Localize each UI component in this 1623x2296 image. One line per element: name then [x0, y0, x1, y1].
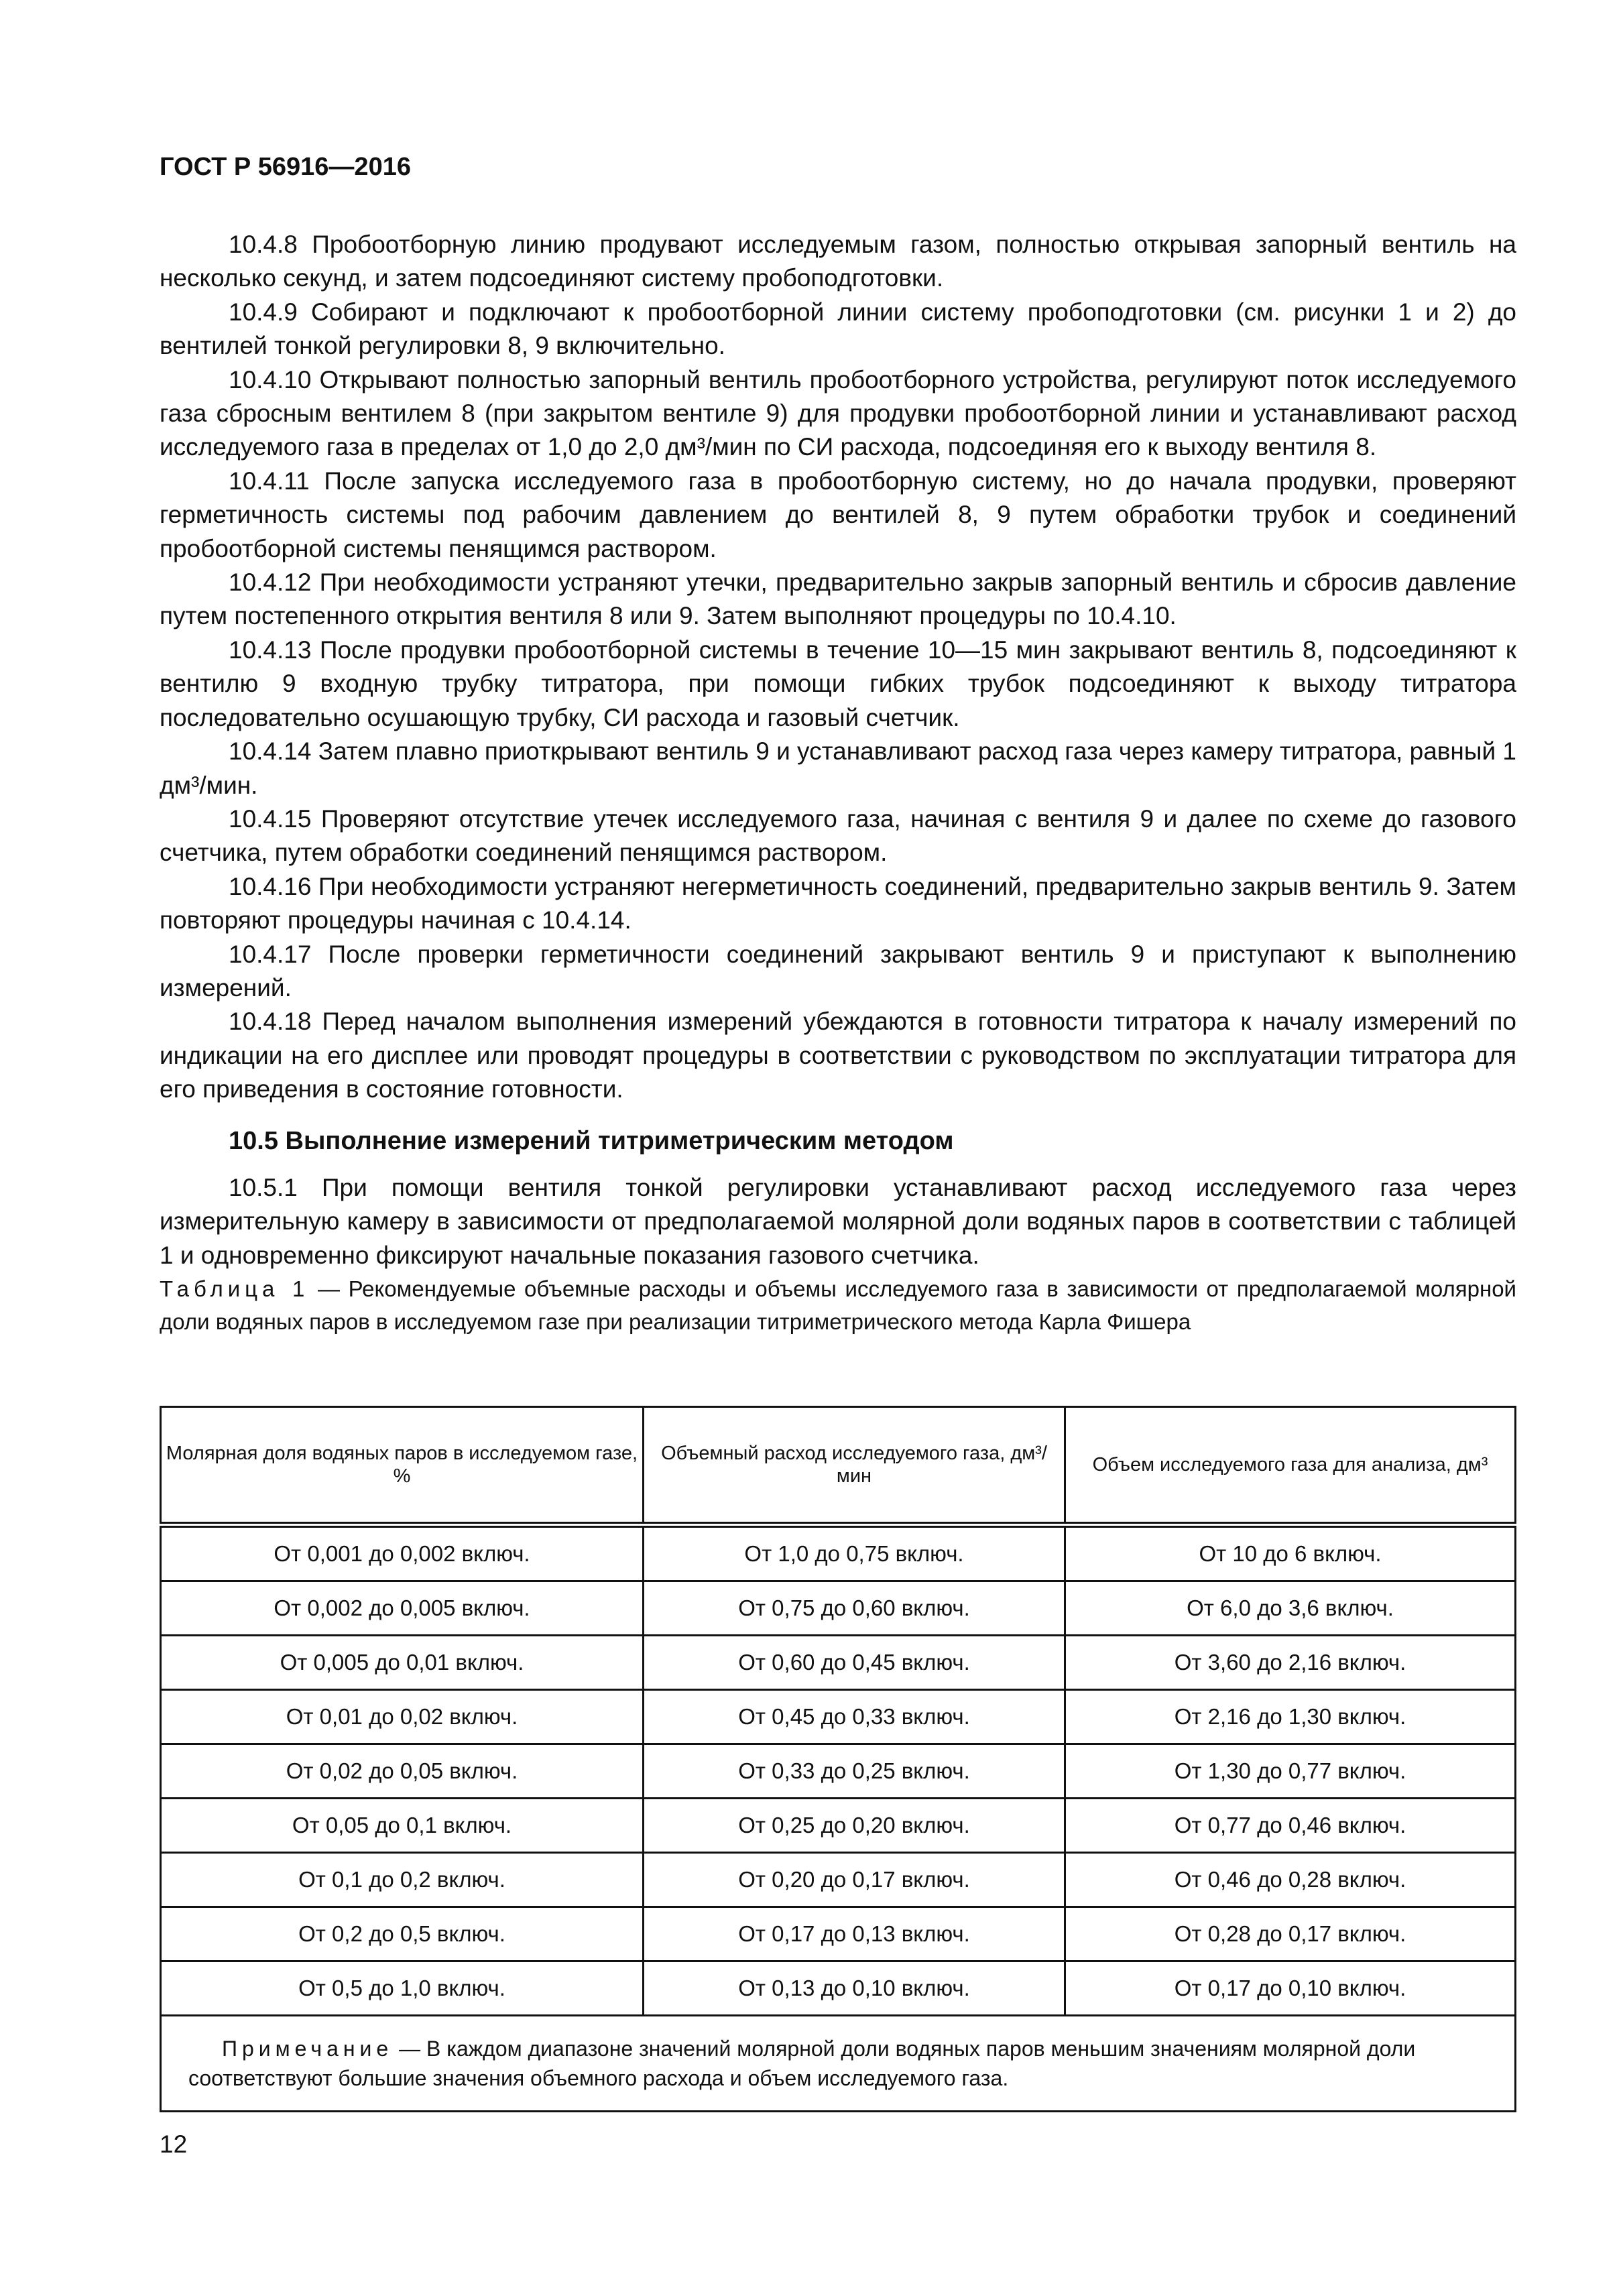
paragraphs [160, 228, 1516, 1107]
table-cell: От 0,001 до 0,002 включ. [161, 1525, 644, 1581]
table-cell: От 6,0 до 3,6 включ. [1065, 1581, 1516, 1636]
paragraph: 10.4.15 Проверяют отсутствие утечек исследуемого газа, начиная с вентиля 9 и далее по схеме до газового счетчика, путем обработки соединений пенящимся раствором. [160, 804, 1516, 867]
page-number: 12 [160, 2130, 188, 2158]
table-cell: От 0,77 до 0,46 включ. [1065, 1799, 1516, 1853]
table-cell: От 0,02 до 0,05 включ. [161, 1744, 644, 1799]
table-caption-text: — Рекомендуемые объемные расходы и объемы исследуемого газа в зависимости от предполагаемой молярной доли водяных паров в исследуемом газе при реализации титриметрического метода Карла Фишера [160, 1276, 1516, 1335]
table-cell: От 0,33 до 0,25 включ. [644, 1744, 1065, 1799]
table-note [161, 2016, 1516, 2112]
column-header: Объем исследуемого газа для анализа, дм³ [1065, 1407, 1516, 1525]
section-title: 10.5 Выполнение измерений титриметрическим методом [229, 1126, 954, 1155]
table-label: Таблица 1 [160, 1276, 310, 1302]
table-row [161, 1690, 1516, 1744]
table-cell: От 0,5 до 1,0 включ. [161, 1961, 644, 2016]
table-note-row [161, 2016, 1516, 2112]
paragraph: 10.4.8 Пробоотборную линию продувают исследуемым газом, полностью открывая запорный вентиль на несколько секунд, и затем подсоединяют систему пробоподготовки. [160, 231, 1516, 292]
table-cell: От 0,17 до 0,10 включ. [1065, 1961, 1516, 2016]
table-row [161, 1581, 1516, 1636]
paragraph: 10.4.18 Перед началом выполнения измерений убеждаются в готовности титратора к началу измерений по индикации на его дисплее или проводят процедуры в соответствии с руководством по эксплуатации титратора для его приведения в состояние готовности. [160, 1008, 1516, 1103]
table-row [161, 1636, 1516, 1690]
table-header-row [161, 1407, 1516, 1525]
table-row [161, 1799, 1516, 1853]
paragraph: 10.4.16 При необходимости устраняют негерметичность соединений, предварительно закрыв вентиль 9. Затем повторяют процедуры начиная с 10.4.14. [160, 872, 1516, 934]
table-cell: От 3,60 до 2,16 включ. [1065, 1636, 1516, 1690]
table-cell: От 0,75 до 0,60 включ. [644, 1581, 1065, 1636]
paragraph: 10.4.11 После запуска исследуемого газа в пробоотборную систему, но до начала продувки, проверяют герметичность системы под рабочим давлением до вентилей 8, 9 путем обработки трубок и соединений пробоотборной системы пенящимся раствором. [160, 467, 1516, 562]
table-row [161, 1961, 1516, 2016]
table-cell: От 0,28 до 0,17 включ. [1065, 1907, 1516, 1961]
paragraph: 10.4.10 Открывают полностью запорный вентиль пробоотборного устройства, регулируют поток исследуемого газа сбросным вентилем 8 (при закрытом вентиле 9) для продувки пробоотборной линии и устанавливают расход исследуемого газа в пределах от 1,0 до 2,0 дм³/мин по СИ расхода, подсоединяя его к выходу вентиля 8. [160, 365, 1516, 461]
table-cell: От 0,01 до 0,02 включ. [161, 1690, 644, 1744]
table-row [161, 1853, 1516, 1907]
table-caption [160, 1272, 1516, 1338]
document-header: ГОСТ Р 56916—2016 [160, 153, 411, 181]
table-cell: От 0,46 до 0,28 включ. [1065, 1853, 1516, 1907]
section-paragraph: 10.5.1 При помощи вентиля тонкой регулировки устанавливают расход исследуемого газа через измерительную камеру в зависимости от предполагаемой молярной доли водяных паров в соответствии с таблицей 1 и одновременно фиксируют начальные показания газового счетчика. [160, 1173, 1516, 1269]
paragraph: 10.4.17 После проверки герметичности соединений закрывают вентиль 9 и приступают к выполнению измерений. [160, 940, 1516, 1002]
data-table [160, 1406, 1516, 2112]
note-label: Примечание [222, 2037, 394, 2061]
table-cell: От 1,0 до 0,75 включ. [644, 1525, 1065, 1581]
column-header: Объемный расход исследуемого газа, дм³/мин [644, 1407, 1065, 1525]
table-cell: От 10 до 6 включ. [1065, 1525, 1516, 1581]
table-cell: От 0,45 до 0,33 включ. [644, 1690, 1065, 1744]
paragraph: 10.4.12 При необходимости устраняют утечки, предварительно закрыв запорный вентиль и сбросив давление путем постепенного открытия вентиля 8 или 9. Затем выполняют процедуры по 10.4.10. [160, 568, 1516, 630]
note-text: — В каждом диапазоне значений молярной доли водяных паров меньшим значениям молярной доли соответствуют большие значения объемного расхода и объем исследуемого газа. [188, 2037, 1416, 2090]
table-cell: От 2,16 до 1,30 включ. [1065, 1690, 1516, 1744]
table-cell: От 0,002 до 0,005 включ. [161, 1581, 644, 1636]
table-cell: От 0,05 до 0,1 включ. [161, 1799, 644, 1853]
document-body [160, 228, 1516, 1338]
table-cell: От 0,1 до 0,2 включ. [161, 1853, 644, 1907]
paragraph: 10.4.14 Затем плавно приоткрывают вентиль 9 и устанавливают расход газа через камеру титратора, равный 1 дм³/мин. [160, 737, 1516, 799]
table-cell: От 0,20 до 0,17 включ. [644, 1853, 1065, 1907]
table-cell: От 0,60 до 0,45 включ. [644, 1636, 1065, 1690]
table-cell: От 0,25 до 0,20 включ. [644, 1799, 1065, 1853]
table-row [161, 1525, 1516, 1581]
table-cell: От 1,30 до 0,77 включ. [1065, 1744, 1516, 1799]
table-row [161, 1907, 1516, 1961]
table-cell: От 0,13 до 0,10 включ. [644, 1961, 1065, 2016]
table-cell: От 0,2 до 0,5 включ. [161, 1907, 644, 1961]
paragraph: 10.4.9 Собирают и подключают к пробоотборной линии систему пробоподготовки (см. рисунки 1 и 2) до вентилей тонкой регулировки 8, 9 включительно. [160, 298, 1516, 360]
paragraph: 10.4.13 После продувки пробоотборной системы в течение 10—15 мин закрывают вентиль 8, подсоединяют к вентилю 9 входную трубку титратора, при помощи гибких трубок подсоединяют к выходу титратора последовательно осушающую трубку, СИ расхода и газовый счетчик. [160, 636, 1516, 731]
table-cell: От 0,005 до 0,01 включ. [161, 1636, 644, 1690]
column-header: Молярная доля водяных паров в исследуемом газе, % [161, 1407, 644, 1525]
table-cell: От 0,17 до 0,13 включ. [644, 1907, 1065, 1961]
table-row [161, 1744, 1516, 1799]
